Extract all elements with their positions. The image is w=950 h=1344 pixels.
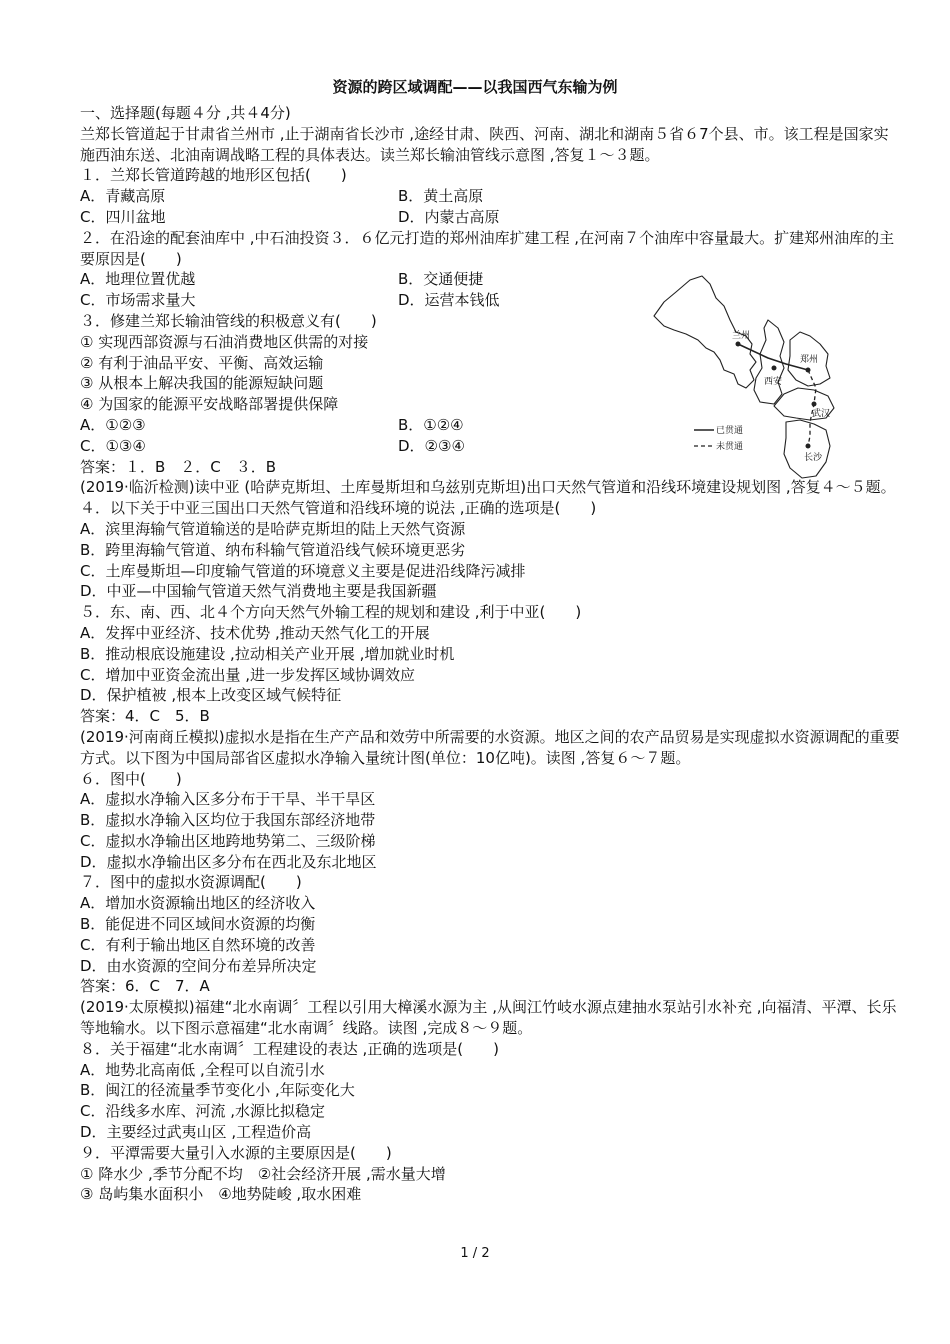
q3-statement-3: ③ 从根本上解决我国的能源短缺问题 bbox=[80, 374, 324, 393]
q9-statements-row-2: ③ 岛屿集水面积小 ④地势陡峻 ,取水困难 bbox=[80, 1185, 362, 1204]
section-heading: 一、选择题(每题４分 ,共４4分) bbox=[80, 104, 291, 122]
q4-option-b: B．跨里海输气管道、纳布科输气管道沿线气候环境更恶劣 bbox=[80, 540, 466, 559]
q9-statements-row-1: ① 降水少 ,季节分配不均 ②社会经济开展 ,需水量大增 bbox=[80, 1164, 446, 1183]
q4-option-d: D．中亚—中国输气管道天然气消费地主要是我国新疆 bbox=[80, 582, 437, 601]
q2-options-row-1: A．地理位置优越 B．交通便捷 bbox=[80, 270, 484, 289]
city-dot-zhengzhou bbox=[806, 368, 811, 373]
legend-unbuilt-label: 未贯通 bbox=[716, 442, 744, 452]
q5-option-a: A．发挥中亚经济、技术优势 ,推动天然气化工的开展 bbox=[80, 623, 430, 642]
pipeline-map bbox=[650, 270, 860, 482]
document-title: 资源的跨区域调配——以我国西气东输为例 bbox=[332, 78, 618, 96]
question-7: ７．图中的虚拟水资源调配( ) bbox=[80, 873, 302, 892]
intro-paragraph-4: (2019·太原模拟)福建“北水南调〞工程以引用大樟溪水源为主 ,从闽江竹岐水源点建抽水泵站引水补充 ,向福清、平潭、长乐等地输水。以下图示意福建“北水南调〞线路。读图 ,完成８～９题。 bbox=[80, 998, 897, 1038]
q1-options-row-2: C．四川盆地 D．内蒙古高原 bbox=[80, 207, 500, 226]
q6-option-a: A．虚拟水净输入区多分布于干旱、半干旱区 bbox=[80, 790, 376, 809]
q7-option-a: A．增加水资源输出地区的经济收入 bbox=[80, 894, 316, 913]
intro-paragraph-2: (2019·临沂检测)读中亚 (哈萨克斯坦、土库曼斯坦和乌兹别克斯坦)出口天然气管道和沿线环境建设规划图 ,答复４～５题。 bbox=[80, 478, 896, 497]
answer-4-5: 答案：4．C 5．B bbox=[80, 707, 210, 726]
q5-option-b: B．推动根底设施建设 ,拉动相关产业开展 ,增加就业时机 bbox=[80, 644, 455, 663]
q4-option-c: C．土库曼斯坦—印度输气管道的环境意义主要是促进沿线降污减排 bbox=[80, 561, 526, 580]
q7-option-d: D．由水资源的空间分布差异所决定 bbox=[80, 956, 317, 975]
q7-option-b: B．能促进不同区域间水资源的均衡 bbox=[80, 915, 316, 934]
question-6: ６．图中( ) bbox=[80, 769, 182, 788]
q8-option-a: A．地势北高南低 ,全程可以自流引水 bbox=[80, 1060, 325, 1079]
page-number: 1 / 2 bbox=[460, 1246, 490, 1261]
q8-option-b: B．闽江的径流量季节变化小 ,年际变化大 bbox=[80, 1081, 355, 1100]
q2-options-row-2: C．市场需求量大 D．运营本钱低 bbox=[80, 291, 500, 310]
q8-option-d: D．主要经过武夷山区 ,工程造价高 bbox=[80, 1123, 312, 1142]
q6-option-d: D．虚拟水净输出区多分布在西北及东北地区 bbox=[80, 852, 377, 871]
question-1: １．兰郑长管道跨越的地形区包括( ) bbox=[80, 166, 347, 185]
question-5: ５．东、南、西、北４个方向天然气外输工程的规划和建设 ,利于中亚( ) bbox=[80, 603, 582, 622]
intro-paragraph-1: 兰郑长管道起于甘肃省兰州市 ,止于湖南省长沙市 ,途经甘肃、陕西、河南、湖北和湖南５省６7个县、市。该工程是国家实施西油东送、北油南调战略工程的具体表达。读兰郑长输油管线示意图 ,答复１～３题。 bbox=[80, 124, 889, 164]
q4-option-a: A．滨里海输气管道输送的是哈萨克斯坦的陆上天然气资源 bbox=[80, 519, 466, 538]
q3-options-row-1: A．①②③ B．①②④ bbox=[80, 415, 464, 434]
q3-statement-2: ② 有利于油品平安、平衡、高效运输 bbox=[80, 353, 324, 372]
q5-option-c: C．增加中亚资金流出量 ,进一步发挥区域协调效应 bbox=[80, 665, 416, 684]
legend-built-label: 已贯通 bbox=[716, 426, 744, 436]
city-label-lanzhou: 兰州 bbox=[732, 331, 751, 341]
city-label-wuhan: 武汉 bbox=[812, 409, 831, 419]
question-3: ３．修建兰郑长输油管线的积极意义有( ) bbox=[80, 311, 377, 330]
q3-options-row-2: C．①③④ D．②③④ bbox=[80, 436, 465, 455]
answer-6-7: 答案：6．C 7．A bbox=[80, 977, 210, 996]
q3-statement-4: ④ 为国家的能源平安战略部署提供保障 bbox=[80, 395, 339, 414]
document-body bbox=[80, 103, 900, 1205]
q6-option-c: C．虚拟水净输出区地跨地势第二、三级阶梯 bbox=[80, 831, 376, 850]
q1-options-row-1: A．青藏高原 B．黄土高原 bbox=[80, 187, 484, 206]
question-9: ９．平潭需要大量引入水源的主要原因是( ) bbox=[80, 1143, 392, 1162]
intro-paragraph-3: (2019·河南商丘模拟)虚拟水是指在生产产品和效劳中所需要的水资源。地区之间的农产品贸易是实现虚拟水资源调配的重要方式。以下图为中国局部省区虚拟水净输入量统计图(单位：10亿吨)。读图 ,答复６～７题。 bbox=[80, 727, 900, 767]
q5-option-d: D．保护植被 ,根本上改变区域气候特征 bbox=[80, 686, 342, 705]
city-dot-wuhan bbox=[812, 402, 817, 407]
q7-option-c: C．有利于输出地区自然环境的改善 bbox=[80, 935, 316, 954]
city-dot-lanzhou bbox=[736, 342, 741, 347]
question-2: ２．在沿途的配套油库中 ,中石油投资３．６亿元打造的郑州油库扩建工程 ,在河南７个油库中容量最大。扩建郑州油库的主要原因是( ) bbox=[80, 228, 895, 268]
q8-option-c: C．沿线多水库、河流 ,水源比拟稳定 bbox=[80, 1102, 326, 1121]
question-4: ４．以下关于中亚三国出口天然气管道和沿线环境的说法 ,正确的选项是( ) bbox=[80, 499, 597, 518]
city-label-xian: 西安 bbox=[764, 377, 783, 387]
hunan-province-outline bbox=[784, 420, 830, 478]
q6-option-b: B．虚拟水净输入区均位于我国东部经济地带 bbox=[80, 811, 376, 830]
q3-statement-1: ① 实现西部资源与石油消费地区供需的对接 bbox=[80, 332, 369, 351]
question-8: ８．关于福建“北水南调〞工程建设的表达 ,正确的选项是( ) bbox=[80, 1039, 500, 1058]
city-dot-changsha bbox=[806, 444, 811, 449]
answer-1-3: 答案：１．B ２．C ３．B bbox=[80, 457, 277, 476]
pipeline-unbuilt-line bbox=[808, 370, 816, 446]
city-dot-xian bbox=[772, 366, 777, 371]
city-label-zhengzhou: 郑州 bbox=[800, 355, 819, 365]
city-label-changsha: 长沙 bbox=[804, 453, 823, 463]
